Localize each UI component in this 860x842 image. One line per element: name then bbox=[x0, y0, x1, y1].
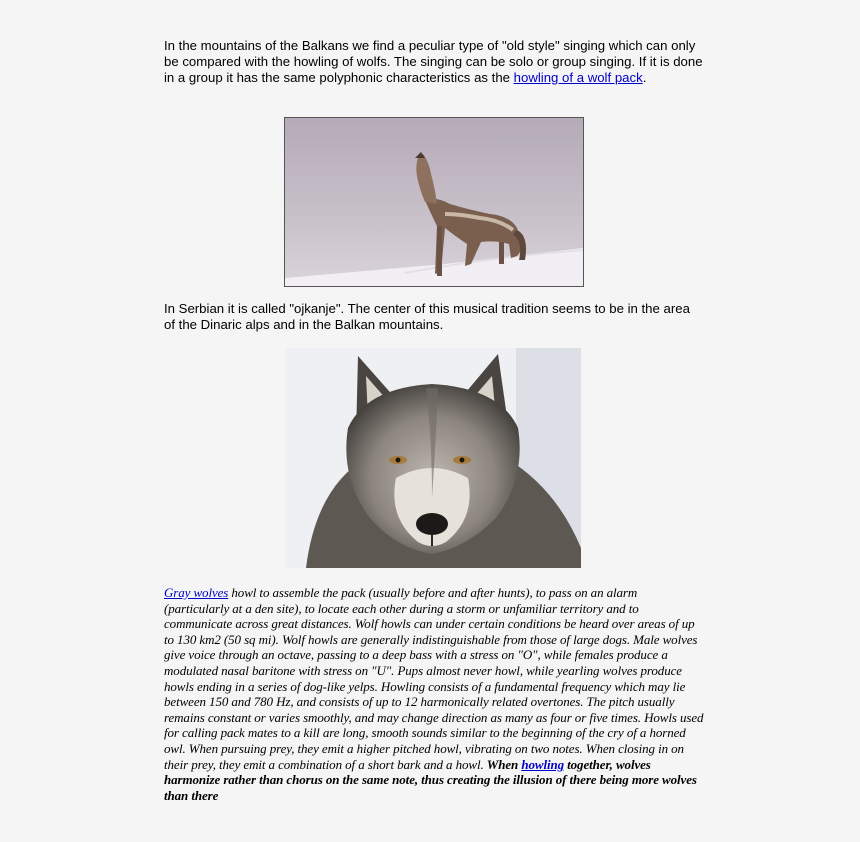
intro-paragraph bbox=[164, 38, 704, 86]
howling-wolf-pack-link[interactable]: howling of a wolf pack bbox=[513, 70, 643, 85]
gray-wolves-link[interactable]: Gray wolves bbox=[164, 585, 229, 600]
howling-link[interactable]: howling bbox=[521, 756, 564, 772]
howling-wolf-photo bbox=[284, 117, 584, 287]
intro-period: . bbox=[642, 70, 647, 85]
bold-prefix: When bbox=[486, 756, 522, 772]
wolf-portrait-illustration bbox=[286, 348, 581, 568]
howling-wolf-illustration bbox=[285, 118, 583, 286]
serbian-paragraph: In Serbian it is called "ojkanje". The center of this musical tradition seems to be in the area of the Dinaric alps and in the Balkan mountains. bbox=[164, 301, 690, 332]
wolf-portrait-photo bbox=[286, 348, 581, 568]
intro-text: In the mountains of the Balkans we find a peculiar type of "old style" singing which can only be compared with the howling of wolfs. The singing can be solo or group singing. If it is done in a group it has the same polyphonic characteristics as the bbox=[164, 38, 703, 85]
gray-wolves-text: howl to assemble the pack (usually before and after hunts), to pass on an alarm (particularly at a den site), to locate each other during a storm or unfamiliar territory and to communicate across great distances. Wolf howls can under certain conditions be heard over areas of up to 130 km2 (50 sq mi). Wolf howls are generally indistinguishable from those of large dogs. Male wolves give voice through an octave, passing to a deep bass with a stress on "O", while females produce a modulated nasal baritone with stress on "U". Pups almost never howl, while yearling wolves produce howls ending in a series of dog-like yelps. Howling consists of a fundamental frequency which may lie between 150 and 780 Hz, and consists of up to 12 harmonically related overtones. The pitch usually remains constant or varies smoothly, and may change direction as many as four or five times. Howls used for calling pack mates to a kill are long, smooth sounds similar to the beginning of the cry of a horned owl. When pursuing prey, they emit a higher pitched howl, vibrating on two notes. When closing in on their prey, they emit a combination of a short bark and a howl. bbox=[164, 585, 704, 772]
document-body bbox=[164, 38, 704, 86]
gray-wolves-paragraph bbox=[164, 585, 704, 803]
bold-suffix: together, wolves harmonize rather than chorus on the same note, thus creating the illusion of there being more wolves than there bbox=[164, 756, 697, 803]
